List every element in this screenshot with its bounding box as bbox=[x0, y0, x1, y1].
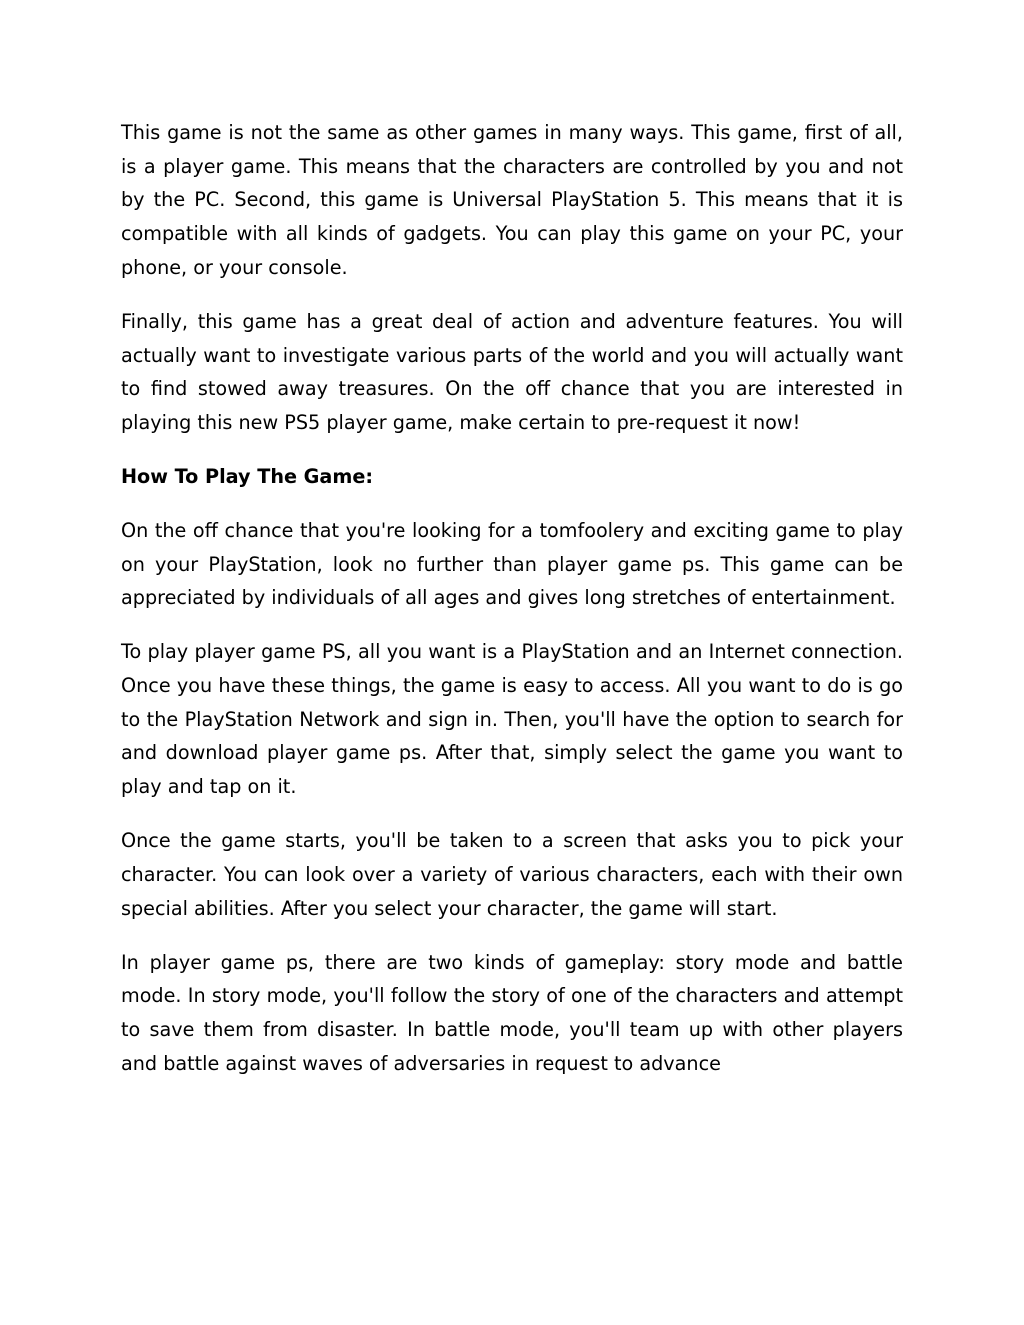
paragraph-gameplay-modes: In player game ps, there are two kinds of gameplay: story mode and battle mode. In story mode, you'll follow the story of one of the characters and attempt to save them from disaster. In battle mode, you'll team up with other players and battle against waves of adversaries in request to advance bbox=[121, 950, 903, 1075]
document-page bbox=[121, 116, 903, 1101]
section-heading-how-to-play: How To Play The Game: bbox=[121, 464, 374, 488]
paragraph-looking-for-game: On the off chance that you're looking for a tomfoolery and exciting game to play on your PlayStation, look no further than player game ps. This game can be appreciated by individuals of all ages and gives long stretches of entertainment. bbox=[121, 518, 903, 610]
paragraph-game-differences: This game is not the same as other games in many ways. This game, first of all, is a player game. This means that the characters are controlled by you and not by the PC. Second, this game is Universal PlayStation 5. This means that it is compatible with all kinds of gadgets. You can play this game on your PC, your phone, or your console. bbox=[121, 121, 903, 279]
paragraph-action-adventure: Finally, this game has a great deal of action and adventure features. You will actually want to investigate various parts of the world and you will actually want to find stowed away treasures. On the off chance that you are interested in playing this new PS5 player game, make certain to pre-request it now! bbox=[121, 309, 903, 434]
paragraph-requirements: To play player game PS, all you want is a PlayStation and an Internet connection. Once you have these things, the game is easy to access. All you want to do is go to the PlayStation Network and sign in. Then, you'll have the option to search for and download player game ps. After that, simply select the game you want to play and tap on it. bbox=[121, 640, 903, 799]
paragraph-character-select: Once the game starts, you'll be taken to a screen that asks you to pick your character. You can look over a variety of various characters, each with their own special abilities. After you select your character, the game will start. bbox=[121, 829, 903, 920]
